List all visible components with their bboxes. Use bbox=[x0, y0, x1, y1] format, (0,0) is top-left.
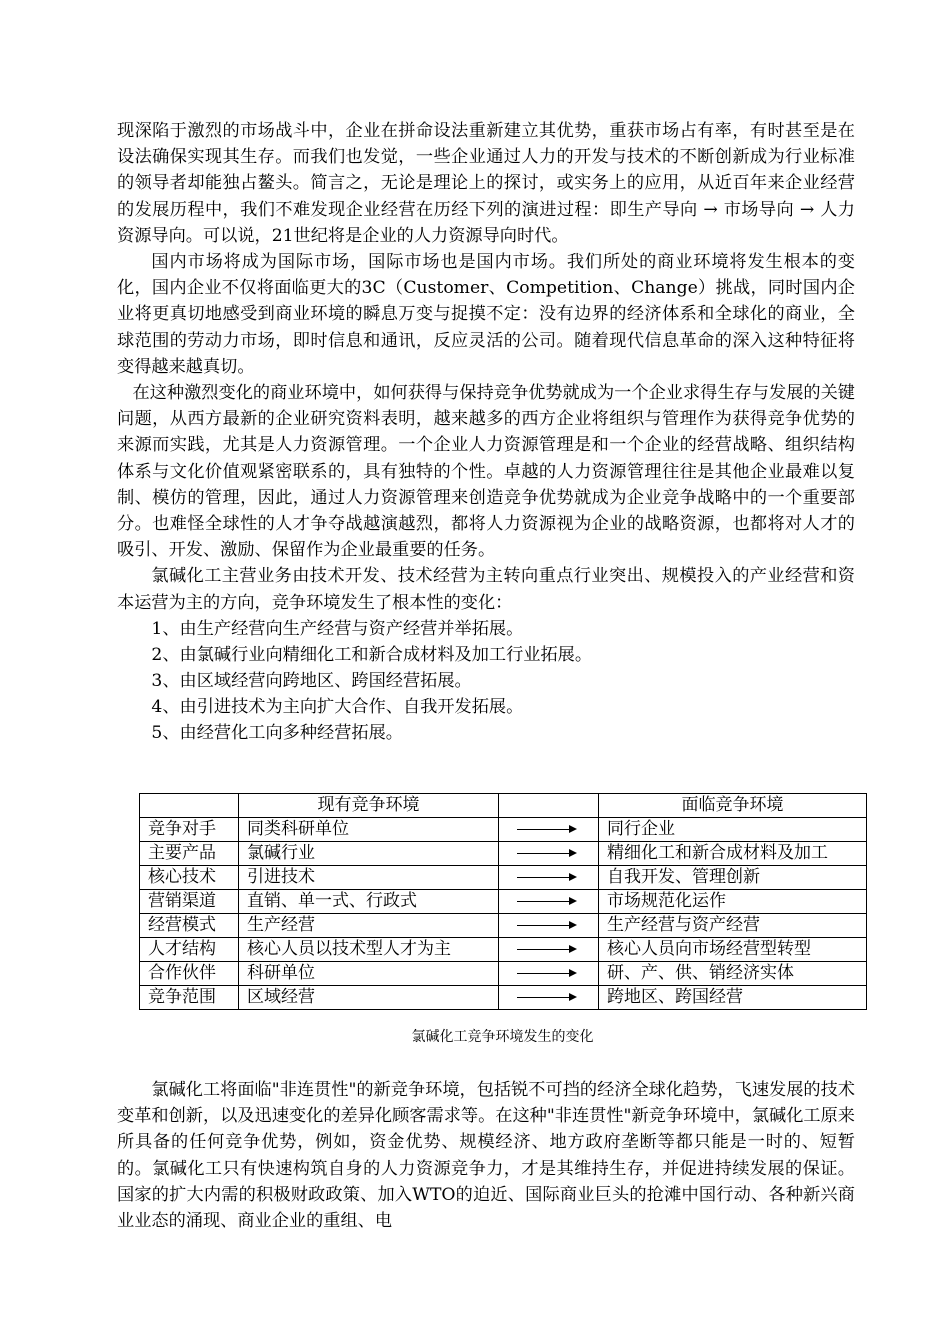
row-future: 生产经营与资产经营 bbox=[599, 914, 867, 938]
right-arrow-icon bbox=[517, 925, 569, 926]
row-label: 营销渠道 bbox=[140, 890, 239, 914]
right-arrow-icon bbox=[517, 877, 569, 878]
document-body-continued bbox=[117, 1077, 855, 1234]
right-arrow-icon bbox=[517, 901, 569, 902]
paragraph-3: 在这种激烈变化的商业环境中，如何获得与保持竞争优势就成为一个企业求得生存与发展的关键问题，从西方最新的企业研究资料表明，越来越多的西方企业将组织与管理作为获得竞争优势的来源而实践，尤其是人力资源管理。一个企业人力资源管理是和一个企业的经营战略、组织结构体系与文化价值观紧密联系的，具有独特的个性。卓越的人力资源管理往往是其他企业最难以复制、模仿的管理，因此，通过人力资源管理来创造竞争优势就成为企业竞争战略中的一个重要部分。也难怪全球性的人才争夺战越演越烈，都将人力资源视为企业的战略资源，也都将对人才的吸引、开发、激励、保留作为企业最重要的任务。 bbox=[117, 383, 855, 561]
row-current: 引进技术 bbox=[239, 866, 499, 890]
table-row bbox=[140, 890, 867, 914]
row-future: 同行企业 bbox=[599, 818, 867, 842]
row-future: 研、产、供、销经济实体 bbox=[599, 962, 867, 986]
header-current: 现有竞争环境 bbox=[239, 794, 499, 818]
row-current: 区域经营 bbox=[239, 986, 499, 1010]
row-arrow bbox=[499, 914, 599, 938]
row-label: 经营模式 bbox=[140, 914, 239, 938]
table-row bbox=[140, 914, 867, 938]
list-item: 2、由氯碱行业向精细化工和新合成材料及加工行业拓展。 bbox=[151, 644, 593, 665]
row-current: 氯碱行业 bbox=[239, 842, 499, 866]
row-label: 人才结构 bbox=[140, 938, 239, 962]
header-arrow-blank bbox=[499, 794, 599, 818]
row-current: 科研单位 bbox=[239, 962, 499, 986]
row-label: 竞争对手 bbox=[140, 818, 239, 842]
table-row bbox=[140, 986, 867, 1010]
row-current: 直销、单一式、行政式 bbox=[239, 890, 499, 914]
row-label: 主要产品 bbox=[140, 842, 239, 866]
row-future: 核心人员向市场经营型转型 bbox=[599, 938, 867, 962]
row-arrow bbox=[499, 986, 599, 1010]
right-arrow-icon bbox=[517, 997, 569, 998]
right-arrow-icon bbox=[517, 949, 569, 950]
list-item: 4、由引进技术为主向扩大合作、自我开发拓展。 bbox=[151, 696, 524, 717]
row-label: 竞争范围 bbox=[140, 986, 239, 1010]
row-arrow bbox=[499, 962, 599, 986]
table-row bbox=[140, 962, 867, 986]
row-current: 生产经营 bbox=[239, 914, 499, 938]
table-row bbox=[140, 842, 867, 866]
row-future: 市场规范化运作 bbox=[599, 890, 867, 914]
comparison-table bbox=[139, 793, 867, 1010]
row-arrow bbox=[499, 818, 599, 842]
list-item: 1、由生产经营向生产经营与资产经营并举拓展。 bbox=[151, 618, 524, 639]
table-header-row bbox=[140, 794, 867, 818]
row-future: 精细化工和新合成材料及加工 bbox=[599, 842, 867, 866]
row-current: 核心人员以技术型人才为主 bbox=[239, 938, 499, 962]
row-arrow bbox=[499, 866, 599, 890]
header-future: 面临竞争环境 bbox=[599, 794, 867, 818]
row-future: 自我开发、管理创新 bbox=[599, 866, 867, 890]
row-label: 核心技术 bbox=[140, 866, 239, 890]
list-item: 5、由经营化工向多种经营拓展。 bbox=[151, 722, 403, 743]
comparison-table-wrapper bbox=[139, 793, 866, 1010]
row-future: 跨地区、跨国经营 bbox=[599, 986, 867, 1010]
table-caption: 氯碱化工竞争环境发生的变化 bbox=[411, 1029, 594, 1045]
right-arrow-icon bbox=[517, 853, 569, 854]
row-arrow bbox=[499, 890, 599, 914]
right-arrow-icon bbox=[517, 973, 569, 974]
table-row bbox=[140, 818, 867, 842]
row-label: 合作伙伴 bbox=[140, 962, 239, 986]
list-item: 3、由区域经营向跨地区、跨国经营拓展。 bbox=[151, 670, 472, 691]
paragraph-4: 氯碱化工主营业务由技术开发、技术经营为主转向重点行业突出、规模投入的产业经营和资本运营为主的方向，竞争环境发生了根本性的变化： bbox=[117, 566, 855, 613]
paragraph-5: 氯碱化工将面临"非连贯性"的新竞争环境，包括锐不可挡的经济全球化趋势，飞速发展的技术变革和创新，以及迅速变化的差异化顾客需求等。在这种"非连贯性"新竞争环境中，氯碱化工原来所具备的任何竞争优势，例如，资金优势、规模经济、地方政府垄断等都只能是一时的、短暂的。氯碱化工只有快速构筑自身的人力资源竞争力，才是其维持生存，并促进持续发展的保证。国家的扩大内需的积极财政政策、加入WTO的迫近、国际商业巨头的抢滩中国行动、各种新兴商业业态的涌现、商业企业的重组、电 bbox=[117, 1080, 855, 1232]
table-row bbox=[140, 866, 867, 890]
row-arrow bbox=[499, 842, 599, 866]
header-blank bbox=[140, 794, 239, 818]
right-arrow-icon bbox=[517, 829, 569, 830]
row-current: 同类科研单位 bbox=[239, 818, 499, 842]
paragraph-2: 国内市场将成为国际市场，国际市场也是国内市场。我们所处的商业环境将发生根本的变化，国内企业不仅将面临更大的3C（Customer、Competition、Change）挑战，同时国内企业将更真切地感受到商业环境的瞬息万变与捉摸不定：没有边界的经济体系和全球化的商业，全球范围的劳动力市场，即时信息和通讯，反应灵活的公司。随着现代信息革命的深入这种特征将变得越来越真切。 bbox=[117, 252, 855, 377]
table-row bbox=[140, 938, 867, 962]
paragraph-1: 现深陷于激烈的市场战斗中，企业在拼命设法重新建立其优势，重获市场占有率，有时甚至是在设法确保实现其生存。而我们也发觉，一些企业通过人力的开发与技术的不断创新成为行业标准的领导者却能独占鳌头。简言之，无论是理论上的探讨，或实务上的应用，从近百年来企业经营的发展历程中，我们不难发现企业经营在历经下列的演进过程：即生产导向 → 市场导向 → 人力资源导向。可以说，21世纪将是企业的人力资源导向时代。 bbox=[117, 121, 855, 246]
document-body bbox=[117, 118, 855, 746]
row-arrow bbox=[499, 938, 599, 962]
change-list bbox=[117, 616, 855, 746]
